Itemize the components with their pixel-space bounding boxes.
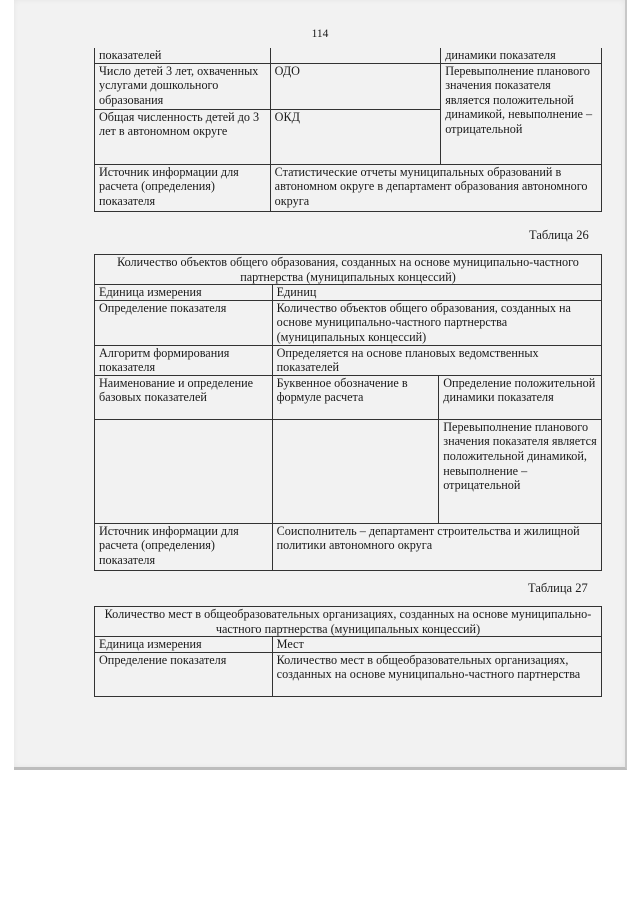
- unit-value: Мест: [272, 637, 601, 653]
- table-continuation: [94, 48, 602, 212]
- cell-okd: ОКД: [270, 109, 441, 164]
- cell-dynamics-value: Перевыполнение планового значения показателя является положительной динамикой, невыполнение – отрицательной: [441, 63, 602, 164]
- definition-value: Количество объектов общего образования, созданных на основе муниципально-частного партнерства (муниципальных концессий): [272, 300, 601, 345]
- cell-children-3-label: Число детей 3 лет, охваченных услугами дошкольного образования: [95, 63, 271, 109]
- table-26: [94, 254, 602, 571]
- cell-source-value: Статистические отчеты муниципальных образований в автономном округе в департамент образования автономного округа: [270, 164, 601, 211]
- cell-dynamics-label: динамики показателя: [441, 48, 602, 63]
- cell-label: показателей: [95, 48, 271, 63]
- source-value: Соисполнитель – департамент строительства и жилищной политики автономного округа: [272, 523, 601, 570]
- unit-label: Единица измерения: [95, 285, 273, 301]
- base-indicators-label: Наименование и определение базовых показателей: [95, 375, 273, 419]
- caption-table-26: Таблица 26: [529, 228, 589, 242]
- cell-empty: [272, 419, 439, 523]
- definition-label: Определение показателя: [95, 652, 273, 696]
- cell-odo: ОДО: [270, 63, 441, 109]
- definition-value: Количество мест в общеобразовательных организациях, созданных на основе муниципально-частного партнерства: [272, 652, 601, 696]
- algorithm-value: Определяется на основе плановых ведомственных показателей: [272, 345, 601, 375]
- caption-table-27: Таблица 27: [528, 581, 588, 595]
- table-27: [94, 606, 602, 697]
- letter-designation-label: Буквенное обозначение в формуле расчета: [272, 375, 439, 419]
- cell-source-label: Источник информации для расчета (определения) показателя: [95, 164, 271, 211]
- cell-empty: [270, 48, 441, 63]
- table-26-title: Количество объектов общего образования, созданных на основе муниципально-частного партнерства (муниципальных концессий): [95, 255, 602, 285]
- dynamics-label: Определение положительной динамики показателя: [439, 375, 602, 419]
- cell-children-total-label: Общая численность детей до 3 лет в автономном округе: [95, 109, 271, 164]
- page-number: 114: [311, 28, 329, 40]
- dynamics-value: Перевыполнение планового значения показателя является положительной динамикой, невыполнение – отрицательной: [439, 419, 602, 523]
- unit-value: Единиц: [272, 285, 601, 301]
- table-27-title: Количество мест в общеобразовательных организациях, созданных на основе муниципально-частного партнерства (муниципальных концессий): [95, 607, 602, 637]
- unit-label: Единица измерения: [95, 637, 273, 653]
- source-label: Источник информации для расчета (определения) показателя: [95, 523, 273, 570]
- definition-label: Определение показателя: [95, 300, 273, 345]
- cell-empty: [95, 419, 273, 523]
- algorithm-label: Алгоритм формирования показателя: [95, 345, 273, 375]
